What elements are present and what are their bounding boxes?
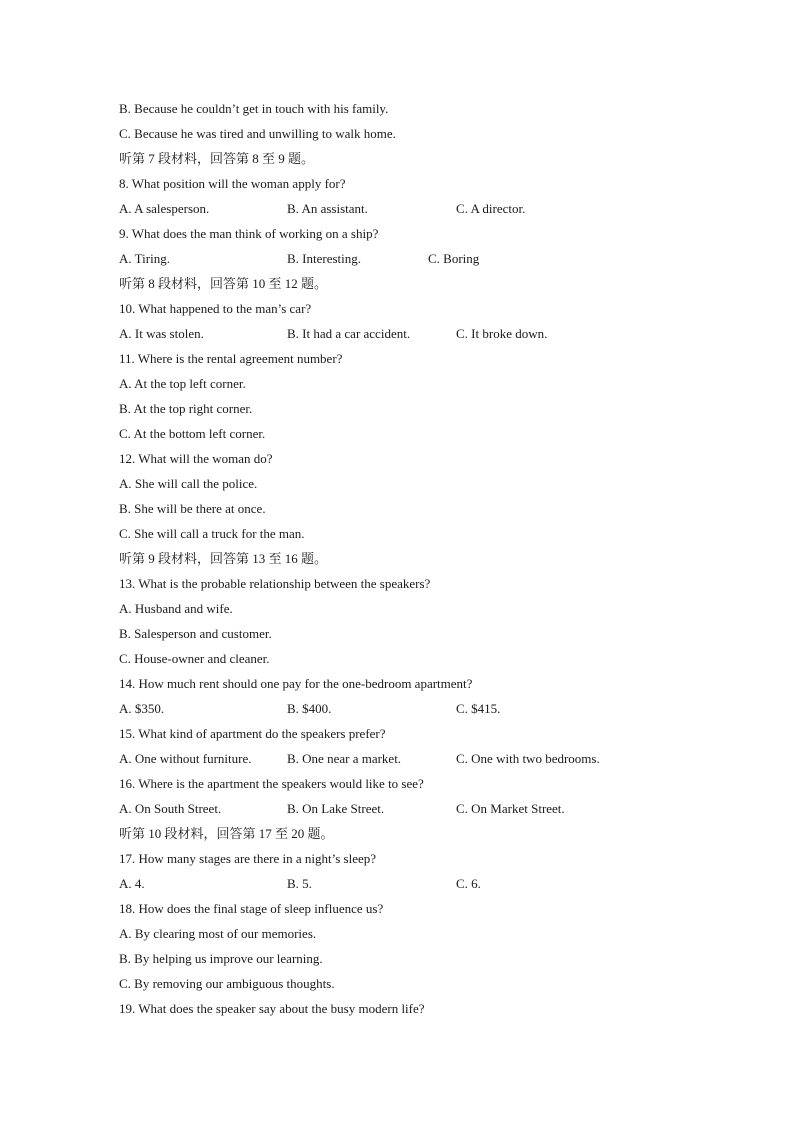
option-c: C. At the bottom left corner. [119, 426, 266, 441]
option-c: C. One with two bedrooms. [456, 751, 600, 766]
question-11: 11. Where is the rental agreement number? [119, 351, 343, 366]
question-19: 19. What does the speaker say about the busy modern life? [119, 1001, 425, 1016]
question-14: 14. How much rent should one pay for the one-bedroom apartment? [119, 676, 473, 691]
question-8: 8. What position will the woman apply for? [119, 176, 346, 191]
options-row [119, 196, 739, 221]
option-a: A. A salesperson. [119, 201, 210, 216]
option-c: C. By removing our ambiguous thoughts. [119, 976, 335, 991]
option-a: A. 4. [119, 876, 145, 891]
option-c: C. House-owner and cleaner. [119, 651, 270, 666]
option-a: A. At the top left corner. [119, 376, 246, 391]
options-row [119, 746, 739, 771]
section-heading: 听第 7 段材料，回答第 8 至 9 题。 [119, 151, 315, 166]
question-10: 10. What happened to the man’s car? [119, 301, 312, 316]
section-heading: 听第 10 段材料，回答第 17 至 20 题。 [119, 826, 334, 841]
document-page [119, 96, 739, 1021]
option-c: C. It broke down. [456, 326, 548, 341]
option-b: B. An assistant. [287, 201, 368, 216]
options-row [119, 321, 739, 346]
option-c: C. Boring [428, 251, 480, 266]
option-c: C. She will call a truck for the man. [119, 526, 305, 541]
option-b: B. It had a car accident. [287, 326, 411, 341]
option-c: C. $415. [456, 701, 501, 716]
section-heading: 听第 9 段材料，回答第 13 至 16 题。 [119, 551, 328, 566]
option-a: A. Husband and wife. [119, 601, 233, 616]
option-c: C. A director. [456, 201, 526, 216]
option-b: B. By helping us improve our learning. [119, 951, 323, 966]
options-row [119, 696, 739, 721]
option-a: A. By clearing most of our memories. [119, 926, 317, 941]
option-a: A. On South Street. [119, 801, 222, 816]
option-line: C. Because he was tired and unwilling to walk home. [119, 126, 396, 141]
option-b: B. She will be there at once. [119, 501, 266, 516]
options-row [119, 871, 739, 896]
option-c: C. On Market Street. [456, 801, 565, 816]
option-b: B. One near a market. [287, 751, 402, 766]
option-b: B. Interesting. [287, 251, 362, 266]
question-15: 15. What kind of apartment do the speakers prefer? [119, 726, 386, 741]
option-b: B. $400. [287, 701, 332, 716]
option-c: C. 6. [456, 876, 481, 891]
option-a: A. Tiring. [119, 251, 170, 266]
option-b: B. On Lake Street. [287, 801, 385, 816]
question-17: 17. How many stages are there in a night’s sleep? [119, 851, 377, 866]
option-b: B. Salesperson and customer. [119, 626, 272, 641]
option-a: A. It was stolen. [119, 326, 204, 341]
question-9: 9. What does the man think of working on a ship? [119, 226, 379, 241]
option-a: A. She will call the police. [119, 476, 258, 491]
options-row [119, 246, 739, 271]
option-b: B. At the top right corner. [119, 401, 253, 416]
question-12: 12. What will the woman do? [119, 451, 273, 466]
section-heading: 听第 8 段材料，回答第 10 至 12 题。 [119, 276, 328, 291]
options-row [119, 796, 739, 821]
option-line: B. Because he couldn’t get in touch with his family. [119, 101, 389, 116]
option-a: A. One without furniture. [119, 751, 252, 766]
option-b: B. 5. [287, 876, 312, 891]
question-18: 18. How does the final stage of sleep influence us? [119, 901, 384, 916]
question-13: 13. What is the probable relationship between the speakers? [119, 576, 431, 591]
question-16: 16. Where is the apartment the speakers would like to see? [119, 776, 424, 791]
option-a: A. $350. [119, 701, 165, 716]
